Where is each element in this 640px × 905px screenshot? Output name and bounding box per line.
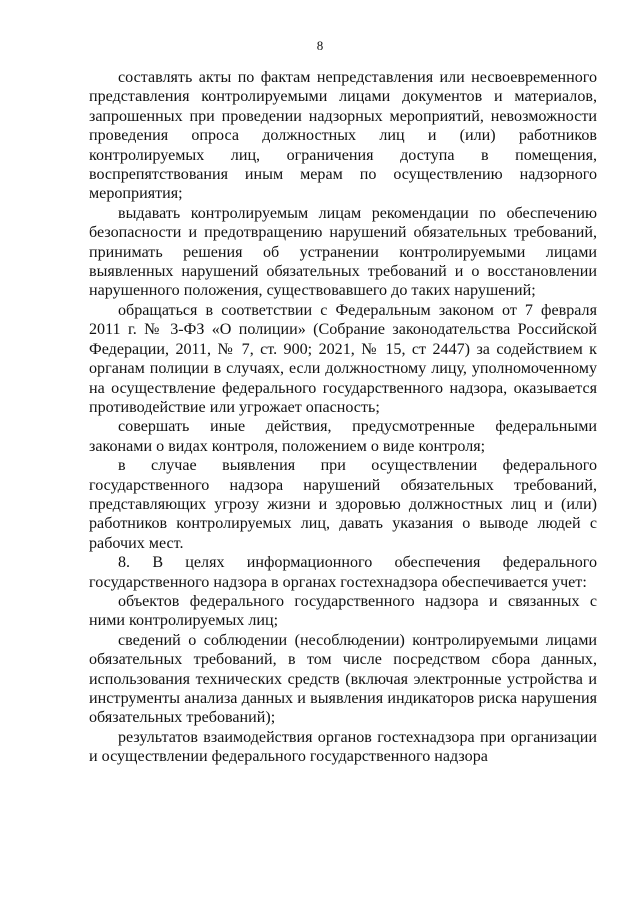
- paragraph-interaction: результатов взаимодействия органов гостехнадзора при организации и осуществлении федерального государственного надзора: [89, 728, 597, 766]
- paragraph-acts: составлять акты по фактам непредставления или несвоевременного представления контролируемыми лицами документов и материалов, запрошенных при проведении надзорных мероприятий, невозможности проведения опроса должностных лиц и (или) работников контролируемых лиц, ограничения доступа в помещения, воспрепятствования иным мерам по осуществлению надзорного мероприятия;: [89, 69, 597, 203]
- paragraph-police: обращаться в соответствии с Федеральным законом от 7 февраля 2011 г. № 3-ФЗ «О полиции» (Собрание законодательства Российской Федерации, 2011, № 7, ст. 900; 2021, № 15, ст 2447) за содействием к органам полиции в случаях, если должностному лицу, уполномоченному на осуществление федерального государственного надзора, оказывается противодействие или угрожает опасность;: [89, 301, 597, 416]
- paragraph-section-8: 8. В целях информационного обеспечения федерального государственного надзора в органах гостехнадзора обеспечивается учет:: [89, 554, 597, 591]
- page-number: 8: [316, 38, 324, 53]
- paragraph-evacuation: в случае выявления при осуществлении федерального государственного надзора нарушений обязательных требований, представляющих угрозу жизни и здоровью должностных лиц и (или) работников контролируемых лиц, давать указания о выводе людей с рабочих мест.: [89, 457, 597, 552]
- paragraph-compliance: сведений о соблюдении (несоблюдении) контролируемыми лицами обязательных требований, в том числе посредством сбора данных, использования технических средств (включая электронные устройства и инструменты анализа данных и выявления индикаторов риска нарушения обязательных требований);: [89, 631, 597, 727]
- paragraph-recommendations: выдавать контролируемым лицам рекомендации по обеспечению безопасности и предотвращению нарушений обязательных требований, принимать решения об устранении контролируемыми лицами выявленных нарушений обязательных требований и о восстановлении нарушенного положения, существовавшего до таких нарушений;: [89, 204, 597, 300]
- document-body: [89, 68, 597, 767]
- paragraph-other-actions: совершать иные действия, предусмотренные федеральными законами о видах контроля, положением о виде контроля;: [89, 418, 597, 455]
- paragraph-objects: объектов федерального государственного надзора и связанных с ними контролируемых лиц;: [89, 592, 597, 630]
